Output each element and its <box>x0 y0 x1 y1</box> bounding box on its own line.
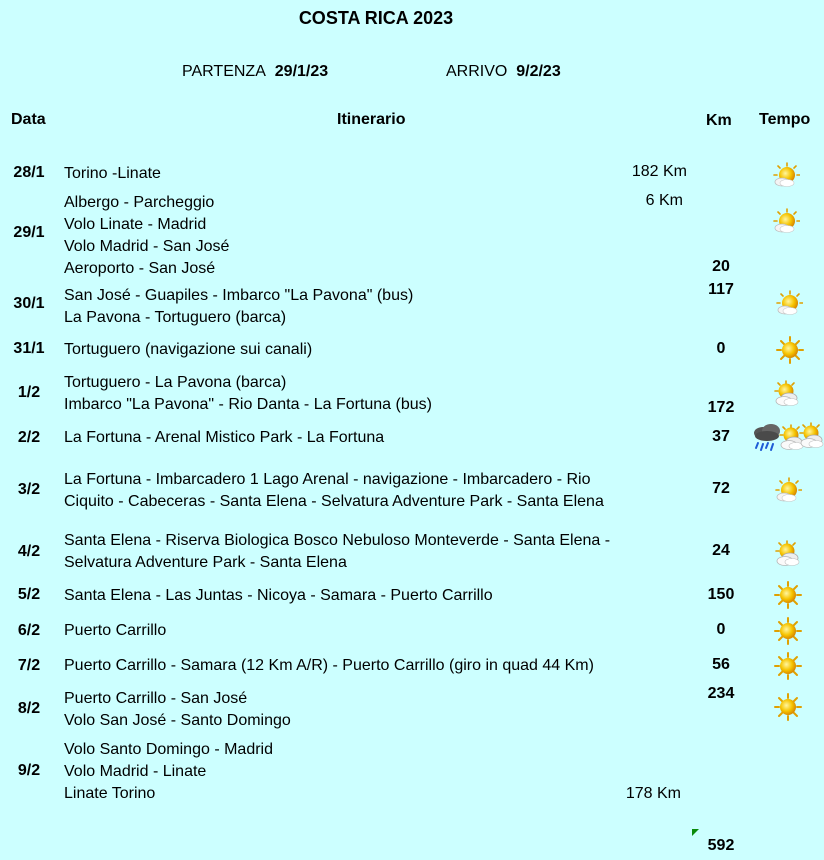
row-km: 24 <box>712 542 730 559</box>
row-km: 234 <box>707 685 735 702</box>
itinerary-line: Tortuguero (navigazione sui canali) <box>64 341 313 358</box>
itinerary-line: Volo Linate - Madrid <box>64 216 207 233</box>
segment-km: 178 Km <box>625 785 681 802</box>
header-tempo: Tempo <box>759 111 811 128</box>
sun-cloud-icon <box>774 477 802 505</box>
row-date: 8/2 <box>17 700 41 717</box>
itinerary-line: Imbarco "La Pavona" - Rio Danta - La Fortuna (bus) <box>64 396 432 413</box>
itinerary-line: Tortuguero - La Pavona (barca) <box>64 374 287 391</box>
row-date: 3/2 <box>17 481 41 498</box>
itinerary-line: Selvatura Adventure Park - Santa Elena <box>64 554 347 571</box>
page-title: COSTA RICA 2023 <box>298 8 454 28</box>
itinerary-line: Santa Elena - Riserva Biologica Bosco Nebuloso Monteverde - Santa Elena - <box>64 532 611 549</box>
row-date: 1/2 <box>17 384 41 401</box>
header-km: Km <box>706 112 732 129</box>
row-date: 29/1 <box>13 224 45 241</box>
itinerary-line: Ciquito - Cabeceras - Santa Elena - Selvatura Adventure Park - Santa Elena <box>64 493 604 510</box>
row-km: 56 <box>712 656 730 673</box>
arrival <box>446 63 561 81</box>
row-km: 0 <box>716 340 726 357</box>
itinerary-line: Santa Elena - Las Juntas - Nicoya - Samara - Puerto Carrillo <box>64 587 493 604</box>
row-km: 20 <box>712 258 730 275</box>
row-date: 9/2 <box>17 762 41 779</box>
sun-big-cloud-icon <box>773 380 801 408</box>
row-date: 6/2 <box>17 622 41 639</box>
arrival-date: 9/2/23 <box>516 63 561 80</box>
itinerary-line: Puerto Carrillo - San José <box>64 690 248 707</box>
sun-icon <box>774 617 802 645</box>
itinerary-line: Aeroporto - San José <box>64 260 216 277</box>
header-itinerario: Itinerario <box>337 111 406 128</box>
row-km: 0 <box>716 621 726 638</box>
itinerary-line: Albergo - Parcheggio <box>64 194 215 211</box>
itinerary-line: Puerto Carrillo - Samara (12 Km A/R) - Puerto Carrillo (giro in quad 44 Km) <box>64 657 594 674</box>
itinerary-line: Linate Torino <box>64 785 156 802</box>
departure <box>182 63 328 81</box>
row-date: 5/2 <box>17 586 41 603</box>
departure-label: PARTENZA <box>182 63 266 80</box>
sun-cloud-icon <box>772 162 800 190</box>
itinerary-line: La Fortuna - Imbarcadero 1 Lago Arenal - navigazione - Imbarcadero - Rio <box>64 471 591 488</box>
sun-cloud-icon <box>798 422 824 450</box>
itinerary-line: Volo San José - Santo Domingo <box>64 712 291 729</box>
itinerary-line: Torino -Linate <box>64 165 161 182</box>
sun-icon <box>774 581 802 609</box>
sun-icon <box>774 693 802 721</box>
departure-date: 29/1/23 <box>274 63 329 80</box>
itinerary-line: San José - Guapiles - Imbarco "La Pavona" (bus) <box>64 287 414 304</box>
row-km: 150 <box>707 586 735 603</box>
row-km: 117 <box>708 281 734 298</box>
row-date: 7/2 <box>17 657 41 674</box>
itinerary-line: La Pavona - Tortuguero (barca) <box>64 309 287 326</box>
row-date: 31/1 <box>13 340 45 357</box>
itinerary-line: Volo Madrid - Linate <box>64 763 207 780</box>
sun-icon <box>774 652 802 680</box>
sun-icon <box>776 336 804 364</box>
row-km: 172 <box>707 399 735 416</box>
itinerary-line: Volo Santo Domingo - Madrid <box>64 741 273 758</box>
row-date: 30/1 <box>13 295 45 312</box>
sun-cloud-icon <box>775 290 803 318</box>
arrival-label: ARRIVO <box>446 63 508 80</box>
itinerary-line: Volo Madrid - San José <box>64 238 230 255</box>
row-date: 2/2 <box>17 429 41 446</box>
row-km: 72 <box>712 480 730 497</box>
total-km: 592 <box>707 837 735 854</box>
row-date: 4/2 <box>17 543 41 560</box>
segment-km: 6 Km <box>645 192 683 209</box>
comment-marker <box>692 829 699 836</box>
row-date: 28/1 <box>13 164 45 181</box>
segment-km: 182 Km <box>631 163 687 180</box>
sun-big-cloud-icon <box>774 540 802 568</box>
itinerary-line: Puerto Carrillo <box>64 622 167 639</box>
header-data: Data <box>11 111 46 128</box>
row-km: 37 <box>712 428 730 445</box>
itinerary-line: La Fortuna - Arenal Mistico Park - La Fortuna <box>64 429 385 446</box>
sun-cloud-icon <box>772 208 800 236</box>
